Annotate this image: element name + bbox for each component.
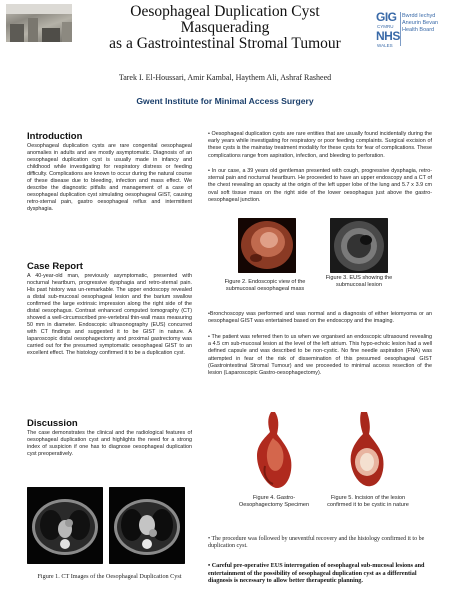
institute: Gwent Institute for Minimal Access Surgery: [136, 96, 314, 106]
discussion-text: The case demonstrates the clinical and the radiological features of oesophageal duplication cyst and highlights the need for a strong index of suspicion if one has to diagnose oesophageal duplication cyst preoperatively.: [27, 430, 192, 457]
specimen-image: [243, 408, 305, 492]
eus-image: [330, 218, 388, 273]
poster-title: [80, 4, 370, 52]
right-bullet-1: • Oesophageal duplication cysts are rare entities that are usually found incidentally during the early years while investigating for respiratory or poor feeding complaints. Surgical excision of these cysts is the mainstay treatment modality for these cysts for fear of complications. These complications range from aspiration, infection, and bleeding to perforation.: [208, 131, 432, 159]
discussion-heading: Discussion: [27, 418, 78, 429]
introduction-heading: Introduction: [27, 131, 83, 142]
right-bullet-2: • In our case, a 39 years old gentleman presented with cough, progressive dysphagia, retro-sternal pain and nocturnal heartburn. He proceeded to have an upper endoscopy and a CT of the chest revealing an opacity at the origin of the left upper lobe of the lung and 5.7 x 3.9 cm oval soft tissue mass on the right side of the lower oesophagus just above the gastro-oesophageal junction.: [208, 168, 432, 203]
title-line-2: Masquerading: [180, 19, 270, 36]
figure-4-caption: Figure 4. Gastro-Oesophagectomy Specimen: [238, 495, 310, 508]
title-line-1: Oesophageal Duplication Cyst: [130, 3, 320, 20]
incised-lesion-image: [337, 408, 397, 492]
title-line-3: as a Gastrointestinal Stromal Tumour: [109, 35, 341, 52]
right-bullet-5: • The procedure was followed by uneventful recovery and the histology confirmed it to be duplication cyst.: [208, 536, 425, 550]
ct-image-left: [27, 487, 103, 564]
health-board-name: Bwrdd Iechyd Aneurin Bevan Health Board: [402, 13, 439, 33]
nhs-logo: GIG CYMRU NHS WALES Bwrdd Iechyd Aneurin Bevan Health Board: [374, 10, 448, 50]
figure-3-caption: Figure 3. EUS showing the submucosal lesion: [325, 275, 393, 288]
endoscopic-image: [238, 218, 296, 273]
right-bullet-3: •Bronchoscopy was performed and was normal and a diagnosis of either leiomyoma or an oesophageal GIST was entertained based on the endoscopy and the imaging.: [208, 311, 432, 325]
header-photo: [6, 4, 72, 42]
introduction-text: Oesophageal duplication cysts are rare congenital oesophageal anomalies in adults and are mostly asymptomatic. Diagnosis of an oesophageal duplication cyst is usually made in infancy and childhood while investigating for respiratory distress or feeding difficulty. Complications are known to occur during the natural course of these disease due to bleeding, infection and mass effect. We describe the diagnostic pitfalls and management of a case of oesophageal duplication cyst simulating oesophageal GIST, causing retro-sternal pain, gastro oesophageal reflux and intermittent dysphagia.: [27, 143, 192, 212]
right-bullet-6: • Careful pre-operative EUS interrogation of oesophageal sub-mucosal lesions and entertainment of the possibility of oesophageal duplication cyst as a differential diagnosis is necessary to allow better therapeutic planning.: [208, 562, 425, 585]
figure-2-caption: Figure 2. Endoscopic view of the submucosal oesophageal mass: [224, 279, 306, 292]
authors: Tarek I. El-Houssari, Amir Kambal, Haythem Ali, Ashraf Rasheed: [118, 73, 332, 82]
figure-5-caption: Figure 5. Incision of the lesion confirmed it to be cystic in nature: [327, 495, 409, 508]
figure-1-caption: Figure 1. CT Images of the Oesophageal Duplication Cyst: [37, 573, 182, 580]
case-report-heading: Case Report: [27, 261, 83, 272]
right-bullet-4: • The patient was referred then to us when we organised an endoscopic ultrasound revealing a 4.5 cm sub-mucosal lesion at the level of the left atrium. This hypo-echoic lesion had a well defined capsule and was described to be non-cystic. No fine needle aspiration (FNA) was attempted in fear of the risk of dissemination of this presumed oesophageal GIST (Gastrointestinal Stromal Tumour) and we proceeded to minimal access resection of the lesion (Laparoscopic Gastro-oesophagectomy).: [208, 334, 432, 377]
ct-image-right: [109, 487, 185, 564]
case-report-text: A 40-year-old man, previously asymptomatic, presented with nocturnal heartburn, progressive dysphagia and retro-sternal pain. His past history was un-remarkable. The upper endoscopy revealed a distal sub-mucosal oesophageal lesion and the barium swallow confirmed the large extrinsic impression along the right side of the distal oesophagus. Contrast enhanced computed tomography (CT) showed a well-circumscribed pre-vertebral thin-wall mass measuring 50 mm in diameter. Endoscopic ultrasonography (EUS) concurred with CT findings and suggested it to be GIST in nature. A laparoscopic distal oesophagectomy and proximal gastrectomy was carried out for the presumed symptomatic oesophageal GIST to an excellent effect. The histology confirmed it to be a duplication cyst.: [27, 273, 192, 356]
